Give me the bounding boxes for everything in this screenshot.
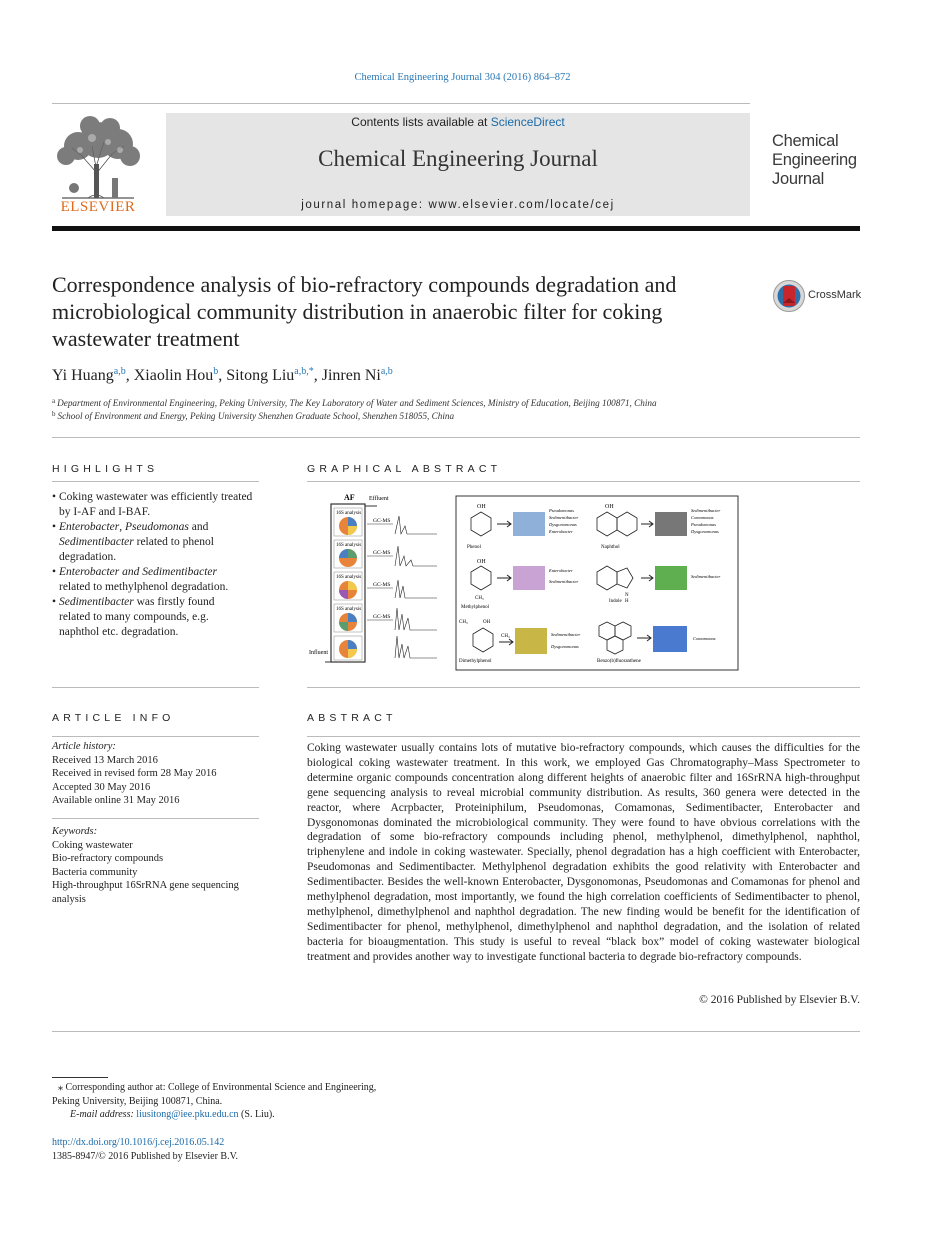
- affiliation-text: Department of Environmental Engineering, Peking University, The Key Laboratory of Water and Sediment Sciences, Ministry of Education, Beijing 100871, China: [57, 398, 657, 408]
- header-thick-rule: [52, 226, 860, 231]
- ga-ch3-label: CH₃: [459, 620, 468, 625]
- ga-analysis-label: 16S analysis: [336, 511, 362, 516]
- ga-gcms-label: GC-MS: [373, 614, 391, 620]
- ga-bacterium: Sedimentibacter: [549, 515, 579, 520]
- affiliation-mark: b: [52, 410, 56, 418]
- author-name[interactable]: Sitong Liu: [226, 367, 295, 384]
- affiliation: [52, 397, 657, 408]
- contents-availability: [166, 115, 750, 129]
- ga-compound-name: Methylphenol: [461, 605, 490, 610]
- highlight-item: • Coking wastewater was efficiently treated by I-AF and I-BAF.: [52, 490, 260, 520]
- ga-gcms-label: GC-MS: [373, 550, 391, 556]
- ga-bacterium: Sedimentibacter: [551, 632, 581, 637]
- history-item: Received in revised form 28 May 2016: [52, 768, 217, 779]
- header-top-rule: [52, 103, 750, 104]
- graphical-abstract-rule: [307, 481, 860, 482]
- journal-logo-line: Engineering: [772, 151, 857, 169]
- corresponding-author-note: [52, 1081, 376, 1122]
- author-affil-mark[interactable]: b: [213, 366, 219, 377]
- ga-analysis-label: 16S analysis: [336, 543, 362, 548]
- ga-bacterium: Sedimentibacter: [549, 579, 579, 584]
- ga-sample-stage: [334, 636, 437, 660]
- keyword: Bacteria community: [52, 866, 138, 878]
- journal-title[interactable]: Chemical Engineering Journal: [318, 146, 598, 171]
- history-item: Received 13 March 2016: [52, 754, 158, 766]
- graphical-abstract-bottom-rule: [307, 687, 860, 688]
- article-info-heading: ARTICLE INFO: [52, 712, 175, 724]
- author-separator: ,: [313, 367, 322, 384]
- crossmark-icon[interactable]: [772, 279, 806, 313]
- ga-micrograph: [655, 512, 687, 536]
- ga-oh-label: OH: [483, 620, 491, 625]
- ga-compound-name: Phenol: [467, 545, 481, 550]
- ga-oh-label: OH: [605, 504, 614, 510]
- ga-compound-name: Benzo(b)fluoranthene: [597, 659, 641, 664]
- email-suffix: (S. Liu).: [238, 1109, 275, 1120]
- keyword: Coking wastewater: [52, 839, 133, 851]
- ga-sample-stage: [334, 508, 437, 536]
- ga-bacterium: Comamonas: [691, 515, 714, 520]
- history-item: Available online 31 May 2016: [52, 795, 180, 806]
- highlights-list: [52, 490, 260, 640]
- highlights-rule: [52, 481, 259, 482]
- article-info-rule: [52, 736, 259, 737]
- affiliation-text: School of Environment and Energy, Peking University Shenzhen Graduate School, Shenzhen 518055, China: [57, 411, 455, 421]
- contents-prefix: Contents lists available at: [351, 115, 491, 129]
- section-rule: [52, 437, 860, 438]
- ga-analysis-label: 16S analysis: [336, 607, 362, 612]
- history-item: Accepted 30 May 2016: [52, 781, 151, 793]
- email-label: E-mail address:: [70, 1109, 137, 1120]
- keywords-block: [52, 825, 260, 906]
- abstract-bottom-rule: [52, 1031, 860, 1032]
- keywords-label: Keywords:: [52, 826, 98, 837]
- author-name[interactable]: Yi Huang: [52, 367, 114, 384]
- issn-line: 1385-8947/© 2016 Published by Elsevier B.V.: [52, 1151, 239, 1162]
- ga-ch3-label: CH₃: [501, 634, 510, 639]
- journal-logo-line: Chemical: [772, 132, 839, 150]
- ga-micrograph: [653, 626, 687, 652]
- graphical-abstract-figure[interactable]: [307, 486, 739, 676]
- ga-bacterium: Enterobacter: [549, 568, 573, 573]
- crossmark-label[interactable]: CrossMark: [808, 289, 862, 301]
- journal-homepage[interactable]: journal homepage: www.elsevier.com/locate/cej: [301, 199, 615, 211]
- ga-influent-label: Influent: [309, 650, 328, 656]
- highlights-bottom-rule: [52, 687, 259, 688]
- ga-oh-label: OH: [477, 559, 486, 565]
- ga-compound-name: Dimethylphenol: [459, 659, 492, 664]
- abstract-text: Coking wastewater usually contains lots of mutative bio-refractory compounds, which causes the difficulties for the biological coking wastewater treatment. In this work, we employed Gas Chromatography–Mass Spectrometer to determine organic compounds concentration along different heights of anaerobic filter and 16SrRNA high-throughput gene sequencing analysis to reveal microbial community distribution. As results, 360 genera were detected in the reactor, where Acrpbacter, Proteiniphilum, Pseudomonas, Comamonas, Sedimentibacter, Enterobacter and Dysgonomonas dominated the microbiological community. They were found to have obvious correlations with the degradation of some bio-refractory compounds including phenol, methylphenol, dimethylphenol, naphthol, triphenylene and indole in coking wastewater. Specially, phenol degradation has a high coefficient with Enterobacter, Pseudomonas and Sedimentibacter. Methylphenol degradation exhibits the good relativity with Enterobacter and Sedimentibacter. Besides the well-known Enterobacter, Dysgonomonas, Pseudomonas and Comamonas for phenol and methylphenol degradation, most importantly, we found the high correlation coefficients of Sedimentibacter to phenol, methylphenol, dimethylphenol and naphthol degradation. The new finding would be benefit for the identification of Sedimentibacter for phenol, methylphenol, dimethylphenol and naphthol degradation, and the isolation of related bacteria for bioaugmentation. This study is useful to reveal “black box” model of coking wastewater biological treatment and provides another way to investigate functional bacteria to degrade bio-refractory compounds.: [307, 742, 860, 963]
- abstract-heading: ABSTRACT: [307, 712, 397, 724]
- ga-bacterium: Sedimentibacter: [691, 574, 721, 579]
- history-label: Article history:: [52, 741, 116, 752]
- keywords-rule: [52, 818, 259, 819]
- article-title: Correspondence analysis of bio-refractory compounds degradation and microbiological community distribution in anaerobic filter for coking wastewater treatment: [52, 272, 677, 351]
- corresponding-line: Peking University, Beijing 100871, China.: [52, 1095, 223, 1107]
- author-affil-mark[interactable]: a,b: [113, 366, 126, 377]
- journal-reference[interactable]: Chemical Engineering Journal 304 (2016) 864–872: [354, 72, 571, 83]
- ga-analysis-label: 16S analysis: [336, 575, 362, 580]
- author-name[interactable]: Xiaolin Hou: [133, 367, 214, 384]
- author-affil-mark[interactable]: a,b: [380, 366, 393, 377]
- ga-h-label: H: [625, 599, 629, 604]
- sciencedirect-link[interactable]: ScienceDirect: [490, 115, 565, 129]
- author-list: [52, 366, 393, 385]
- ga-micrograph: [655, 566, 687, 590]
- corresponding-line: ⁎ Corresponding author at: College of Environmental Science and Engineering,: [58, 1082, 377, 1093]
- keyword: High-throughput 16SrRNA gene sequencing analysis: [52, 880, 239, 905]
- ga-effluent-label: Effluent: [369, 496, 389, 502]
- ga-bacterium: Pseudomonas: [691, 522, 716, 527]
- journal-logo-line: Journal: [772, 170, 825, 188]
- ga-sample-stage: [334, 540, 437, 568]
- abstract-copyright: © 2016 Published by Elsevier B.V.: [699, 994, 860, 1006]
- ga-compound-name: Indole: [609, 599, 622, 604]
- graphical-abstract-heading: GRAPHICAL ABSTRACT: [307, 463, 502, 475]
- ga-compound-name: Naphthol: [601, 545, 620, 550]
- highlight-item: • Enterobacter, Pseudomonas and Sedimentibacter related to phenol degradation.: [52, 520, 260, 565]
- journal-banner: [166, 113, 750, 216]
- ga-bacterium: Pseudomonas: [549, 508, 574, 513]
- email-line: [52, 1108, 376, 1122]
- ga-gcms-label: GC-MS: [373, 518, 391, 524]
- author-separator: ,: [218, 367, 227, 384]
- ga-reactor-label: AF: [344, 493, 355, 502]
- ga-bacterium: Dysgonomonas: [691, 529, 719, 534]
- ga-bacterium: Dysgonomonas: [551, 644, 579, 649]
- ga-micrograph: [513, 512, 545, 536]
- ga-ch3-label: CH₃: [475, 596, 484, 601]
- doi-link[interactable]: http://dx.doi.org/10.1016/j.cej.2016.05.142: [52, 1137, 225, 1148]
- highlights-heading: HIGHLIGHTS: [52, 463, 159, 475]
- footnote-rule: [52, 1077, 108, 1078]
- ga-bacteria-list: [691, 574, 720, 579]
- highlight-item: • Sedimentibacter was firstly found related to many compounds, e.g. naphthol etc. degradation.: [52, 595, 260, 640]
- ga-gcms-label: GC-MS: [373, 582, 391, 588]
- affiliation-mark: a: [52, 397, 56, 405]
- ga-sample-stage: [334, 604, 437, 632]
- author-affil-mark[interactable]: a,b,*: [294, 366, 314, 377]
- abstract-rule: [307, 736, 860, 737]
- ga-micrograph: [513, 566, 545, 590]
- ga-n-label: N: [625, 593, 629, 598]
- affiliation: [52, 410, 454, 421]
- article-history: [52, 740, 260, 808]
- author-name[interactable]: Jinren Ni: [321, 367, 381, 384]
- ga-bacteria-list: [693, 636, 716, 641]
- journal-cover-logo[interactable]: [772, 132, 857, 189]
- author-separator: ,: [125, 367, 134, 384]
- ga-oh-label: OH: [477, 504, 486, 510]
- ga-bacterium: Sedimentibacter: [691, 508, 721, 513]
- elsevier-wordmark: ELSEVIER: [60, 199, 136, 215]
- ga-micrograph: [515, 628, 547, 654]
- ga-bacterium: Comamonas: [693, 636, 716, 641]
- ga-bacterium: Dysgonomonas: [549, 522, 577, 527]
- email-link[interactable]: liusitong@iee.pku.edu.cn: [136, 1109, 239, 1120]
- ga-sample-stage: [334, 572, 437, 600]
- keyword: Bio-refractory compounds: [52, 853, 164, 864]
- highlight-item: • Enterobacter and Sedimentibacter related to methylphenol degradation.: [52, 565, 260, 595]
- ga-bacterium: Enterobacter: [549, 529, 573, 534]
